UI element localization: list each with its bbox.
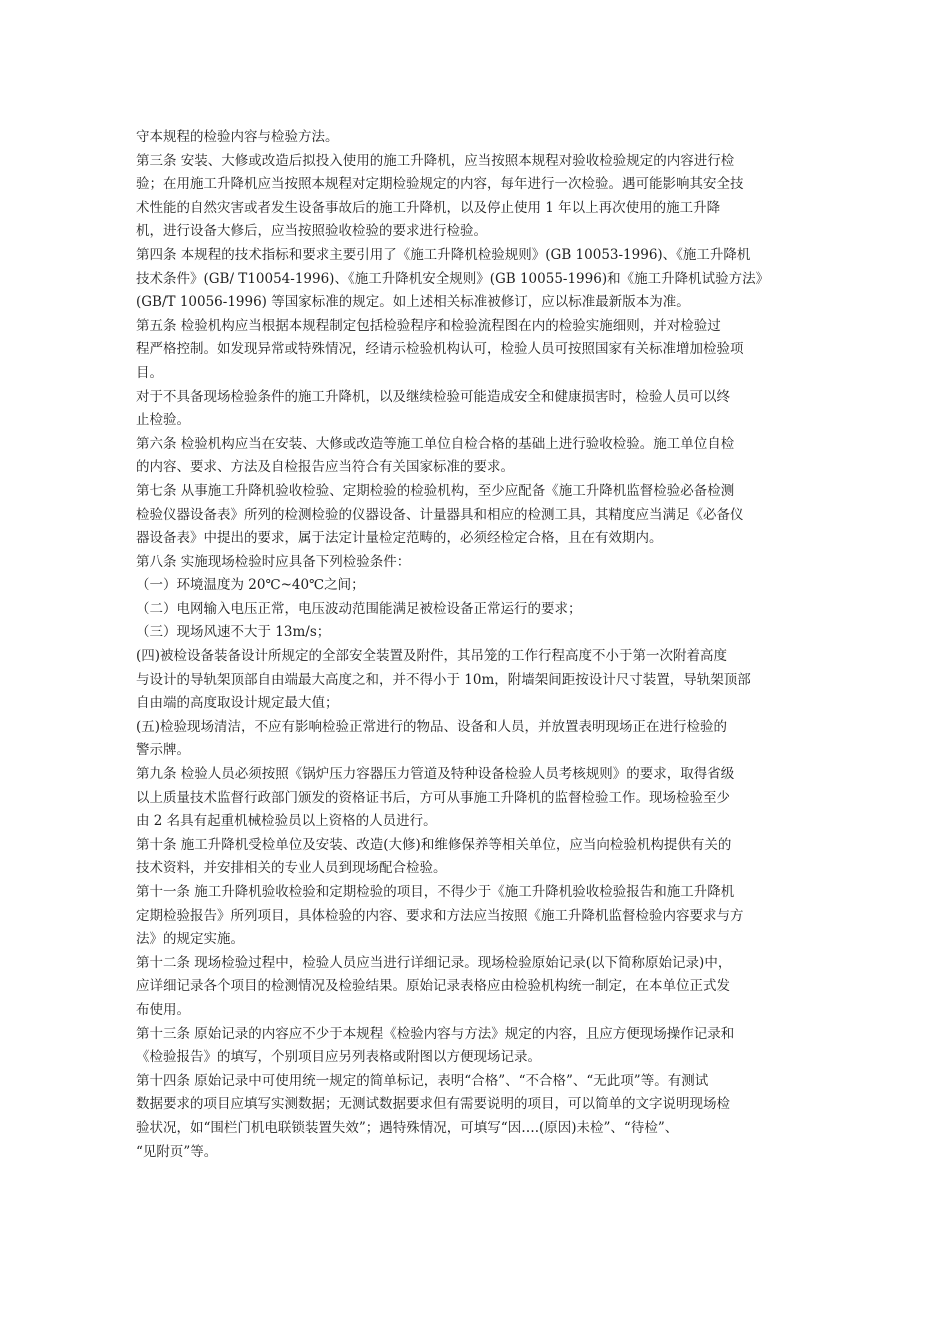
text-line: 器设备表》中提出的要求，属于法定计量检定范畴的，必须经检定合格，且在有效期内。: [136, 530, 663, 547]
text-line: 第十一条 施工升降机验收检验和定期检验的项目，不得少于《施工升降机验收检验报告和施工升降机: [136, 884, 735, 900]
document-page: [136, 126, 776, 1164]
text-line: “见附页”等。: [136, 1143, 218, 1160]
text-line: 术性能的自然灾害或者发生设备事故后的施工升降机，以及停止使用 1 年以上再次使用的施工升降: [136, 199, 721, 216]
text-line: 第八条 实施现场检验时应具备下列检验条件：: [136, 553, 411, 570]
text-line: （三）现场风速不大于 13m/s；: [136, 624, 331, 641]
text-line: 《检验报告》的填写，个别项目应另列表格或附图以方便现场记录。: [136, 1049, 541, 1066]
text-line: 定期检验报告》所列项目，具体检验的内容、要求和方法应当按照《施工升降机监督检验内容要求与方: [136, 907, 744, 924]
text-line: 机，进行设备大修后，应当按照验收检验的要求进行检验。: [136, 223, 487, 240]
text-line: 第三条 安装、大修或改造后拟投入使用的施工升降机，应当按照本规程对验收检验规定的内容进行检: [136, 152, 735, 169]
text-line: 止检验。: [136, 412, 190, 429]
text-line: 自由端的高度取设计规定最大值；: [136, 695, 339, 712]
text-line: 对于不具备现场检验条件的施工升降机，以及继续检验可能造成安全和健康损害时，检验人员可以终: [136, 388, 730, 405]
text-line: (四)被检设备装备设计所规定的全部安全装置及附件，其吊笼的工作行程高度不小于第一次附着高度: [136, 648, 728, 665]
text-line: 程严格控制。如发现异常或特殊情况，经请示检验机构认可，检验人员可按照国家有关标准增加检验项: [136, 341, 744, 358]
text-line: 数据要求的项目应填写实测数据；无测试数据要求但有需要说明的项目，可以简单的文字说明现场检: [136, 1096, 730, 1113]
text-line: 以上质量技术监督行政部门颁发的资格证书后，方可从事施工升降机的监督检验工作。现场检验至少: [136, 789, 730, 806]
text-line: 第十四条 原始记录中可使用统一规定的简单标记，表明“合格”、“不合格”、“无此项”等。有测试: [136, 1072, 709, 1089]
text-line: 守本规程的检验内容与检验方法。: [136, 129, 339, 145]
text-line: 检验仪器设备表》所列的检测检验的仪器设备、计量器具和相应的检测工具，其精度应当满足《必备仪: [136, 506, 744, 523]
text-line: 技术资料，并安排相关的专业人员到现场配合检验。: [136, 860, 447, 877]
text-line: (五)检验现场清洁，不应有影响检验正常进行的物品、设备和人员，并放置表明现场正在进行检验的: [136, 718, 728, 735]
text-line: 第九条 检验人员必须按照《锅炉压力容器压力管道及特种设备检验人员考核规则》的要求，取得省级: [136, 766, 735, 783]
text-line: 法》的规定实施。: [136, 931, 244, 948]
text-line: 布使用。: [136, 1001, 190, 1018]
text-line: 技术条件》(GB/ T10054-1996)、《施工升降机安全规则》(GB 10055-1996)和《施工升降机试验方法》: [136, 270, 770, 287]
text-line: 与设计的导轨架顶部自由端最大高度之和，并不得小于 10m，附墙架间距按设计尺寸装置，导轨架顶部: [136, 671, 751, 688]
text-line: 警示牌。: [136, 742, 190, 759]
text-line: 的内容、要求、方法及自检报告应当符合有关国家标准的要求。: [136, 459, 514, 476]
text-line: 第四条 本规程的技术指标和要求主要引用了《施工升降机检验规则》(GB 10053-1996)、《施工升降机: [136, 246, 751, 263]
text-line: 第十三条 原始记录的内容应不少于本规程《检验内容与方法》规定的内容，且应方便现场操作记录和: [136, 1025, 735, 1042]
text-line: 第五条 检验机构应当根据本规程制定包括检验程序和检验流程图在内的检验实施细则，并对检验过: [136, 317, 721, 334]
text-line: 验；在用施工升降机应当按照本规程对定期检验规定的内容，每年进行一次检验。遇可能影响其安全技: [136, 176, 744, 193]
text-line: 第十二条 现场检验过程中，检验人员应当进行详细记录。现场检验原始记录(以下简称原始记录)中，: [136, 954, 732, 971]
text-line: （一）环境温度为 20℃~40℃之间；: [136, 577, 365, 594]
text-line: 由 2 名具有起重机械检验员以上资格的人员进行。: [136, 813, 437, 830]
text-line: 第七条 从事施工升降机验收检验、定期检验的检验机构，至少应配备《施工升降机监督检验必备检测: [136, 482, 735, 499]
text-line: 第十条 施工升降机受检单位及安装、改造(大修)和维修保养等相关单位，应当向检验机构提供有关的: [136, 836, 732, 853]
text-line: 目。: [136, 364, 163, 381]
text-line: 应详细记录各个项目的检测情况及检验结果。原始记录表格应由检验机构统一制定，在本单位正式发: [136, 978, 730, 995]
text-line: 第六条 检验机构应当在安装、大修或改造等施工单位自检合格的基础上进行验收检验。施工单位自检: [136, 435, 735, 452]
text-line: (GB/T 10056-1996) 等国家标准的规定。如上述相关标准被修订，应以标准最新版本为准。: [136, 294, 690, 311]
text-line: 验状况，如“围栏门机电联锁装置失效”；遇特殊情况，可填写“因….(原因)未检”、“待检”、: [136, 1119, 679, 1136]
text-line: （二）电网输入电压正常，电压波动范围能满足被检设备正常运行的要求；: [136, 600, 582, 617]
